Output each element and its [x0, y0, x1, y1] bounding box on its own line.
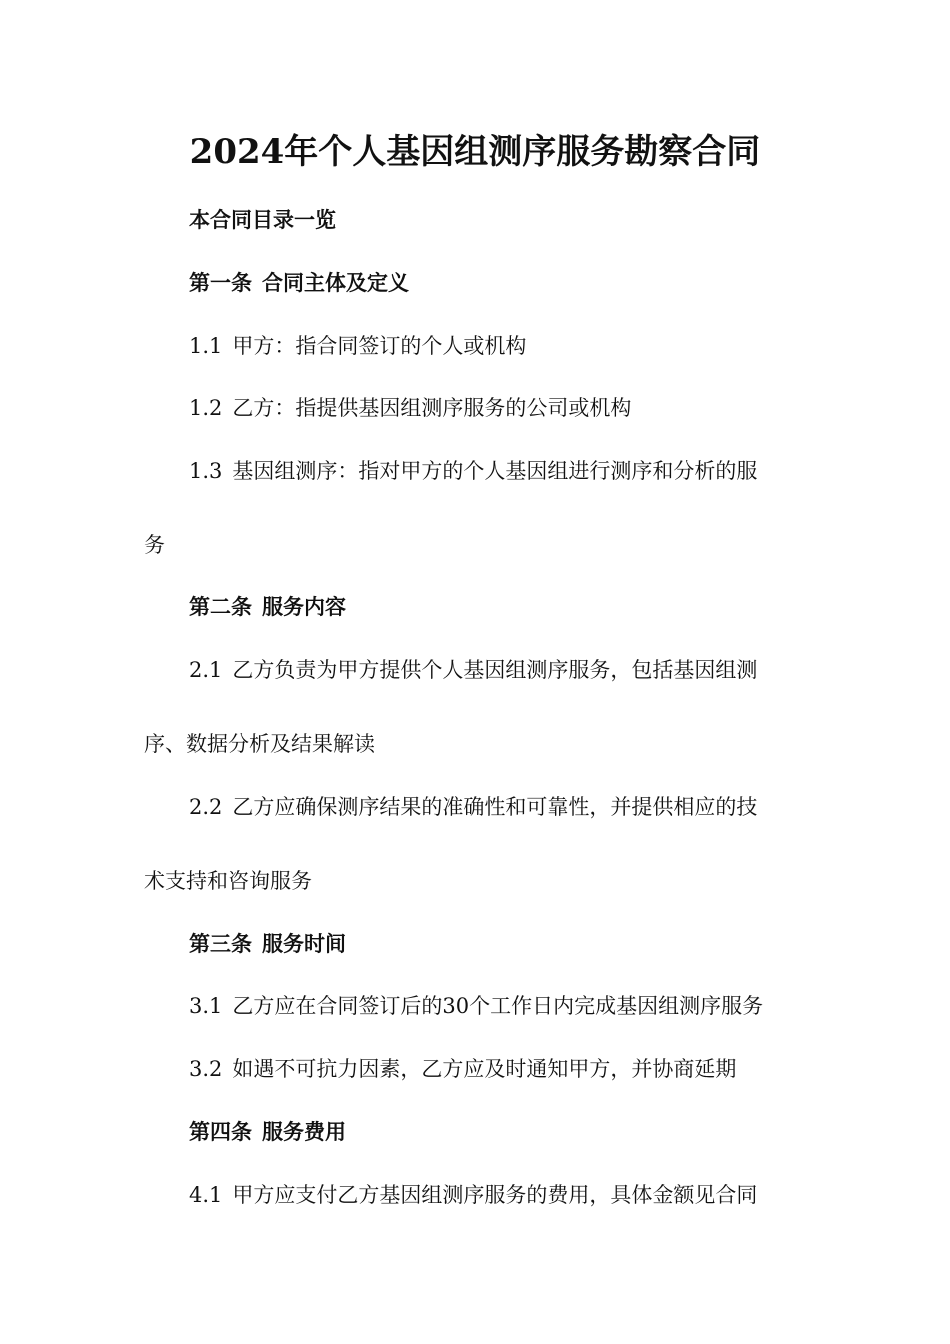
clause [189, 456, 757, 486]
toc-heading: 本合同目录一览 [189, 207, 336, 232]
section-heading [189, 929, 346, 959]
section-title: 服务内容 [262, 594, 346, 619]
clause-text: 甲方应支付乙方基因组测序服务的费用，具体金额见合同 [232, 1183, 758, 1207]
clause-number: 1.3 [189, 459, 223, 483]
section-number: 第一条 [189, 270, 252, 295]
clause [189, 655, 757, 685]
clause-number: 2.2 [189, 795, 223, 819]
clause [189, 792, 757, 822]
clause [189, 991, 763, 1021]
clause [189, 1054, 736, 1084]
clause-number: 2.1 [189, 658, 223, 682]
clause [189, 331, 526, 361]
section-number: 第三条 [189, 931, 252, 956]
clause-number: 3.2 [189, 1057, 223, 1081]
section-title: 服务费用 [262, 1119, 346, 1144]
clause-number: 4.1 [189, 1183, 223, 1207]
section-number: 第四条 [189, 1119, 252, 1144]
clause-text: 甲方：指合同签订的个人或机构 [232, 334, 527, 358]
section-heading [189, 268, 409, 298]
clause-continuation: 术支持和咨询服务 [144, 869, 312, 893]
section-heading [189, 592, 346, 622]
clause-text: 乙方：指提供基因组测序服务的公司或机构 [232, 396, 632, 420]
document-title: 2024年个人基因组测序服务勘察合同 [189, 132, 761, 172]
clause-continuation: 序、数据分析及结果解读 [144, 732, 375, 756]
clause-text: 如遇不可抗力因素，乙方应及时通知甲方，并协商延期 [232, 1057, 737, 1081]
section-number: 第二条 [189, 594, 252, 619]
clause-number: 3.1 [189, 994, 223, 1018]
clause-text: 乙方应确保测序结果的准确性和可靠性，并提供相应的技 [232, 795, 758, 819]
section-heading [189, 1117, 346, 1147]
clause-text: 乙方负责为甲方提供个人基因组测序服务，包括基因组测 [232, 658, 758, 682]
section-title: 服务时间 [262, 931, 346, 956]
section-title: 合同主体及定义 [262, 270, 409, 295]
clause-continuation: 务 [144, 533, 165, 557]
clause-text: 基因组测序：指对甲方的个人基因组进行测序和分析的服 [232, 459, 758, 483]
clause-number: 1.2 [189, 396, 223, 420]
clause [189, 393, 631, 423]
clause-text: 乙方应在合同签订后的30个工作日内完成基因组测序服务 [232, 994, 764, 1018]
clause [189, 1180, 757, 1210]
clause-number: 1.1 [189, 334, 223, 358]
